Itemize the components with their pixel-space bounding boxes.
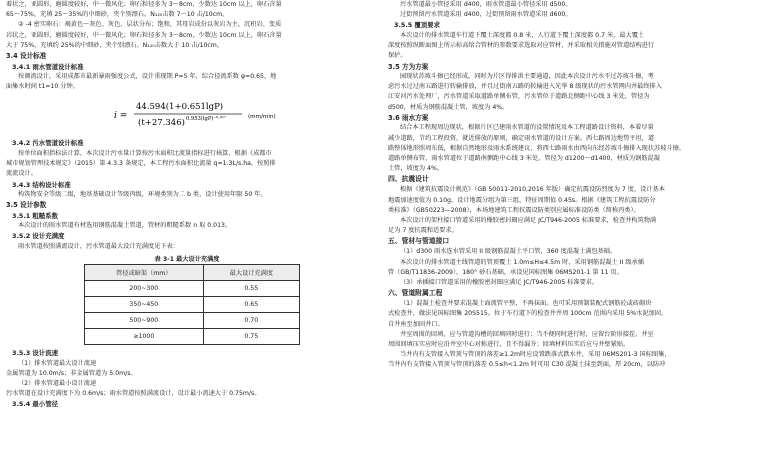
paragraph-line: 污水管道在设计充满度下为 0.6m/s；雨水管道按照满流设计，设计最小流速大于 0.75m/s。 [6, 390, 261, 398]
paragraph-line: 城市规划管理技术规定》（2015）第 4.3.3 条规定，本工程污水面积比流量 q=1.3L/s.ha，按照排 [6, 160, 276, 168]
table-cell: 0.55 [203, 281, 299, 297]
heading-3-5-2: 3.5.2 设计充满度 [12, 232, 65, 241]
heading-3-4: 3.4 设计标准 [6, 52, 47, 61]
table-row [85, 313, 300, 329]
paragraph-line: 井室周围的回填，应与管道沟槽的回填同时进行；当不便同时进行时，应留台阶形接茬，井室 [400, 330, 654, 338]
heading-3-4-1: 3.4.1 雨水管道设计标准 [12, 62, 84, 71]
paragraph-line: 过街预留污水管道采用 d400，过街预留雨水管道采用 d600。 [400, 11, 572, 19]
paragraph-line: 道路单侧布管，雨水管道位于道路南侧距中心线 3 米处，管径为 d1200～d1400，材质为钢筋混凝 [388, 154, 660, 162]
paragraph-line: 金属管道为 10.0m/s；非金属管道为 5.0m/s。 [6, 369, 137, 377]
paragraph-line: 本次设计的排水管道车行道下覆土深度都 0.8 米，人行道下覆土深度都 0.7 米，最大覆土 [400, 31, 645, 39]
intro-line: 岩状之，亚圆形，磨圆度较好，中一微风化；卵石粒径多为 3～8cm，少数达 10cm 以上，卵石含量 [6, 31, 282, 39]
paragraph-line: 当井内有支管接入管顶与管顶的落差 0.5≤h<1.2m 时可用 C30 混凝土抹至到面，厚 20cm，以防冲 [388, 361, 666, 369]
fullness-table [84, 264, 300, 345]
paragraph-line: 按单位面积指标法计算，本次设计污水量计算按污水面积比流量指标进行核算，根据《成都市 [18, 149, 272, 157]
table-cell: 0.75 [203, 329, 299, 345]
table-header-cell: 最大设计充满度 [203, 265, 299, 281]
paragraph-line: （1）d300 雨水连水管采用 II 级钢筋混凝土平口管，360 度混凝土满包基础。 [400, 248, 617, 256]
paragraph-line: 本次设计的架柱接口管道采用的橡胶密封圈应满足 JC/T946-2005 标准要求，检查井构筑物满 [400, 216, 657, 224]
table-caption: 表 3-1 最大设计充满度 [154, 256, 220, 264]
paragraph-line: 周围回填压实应时应沿井室中心对称进行，且不得漏夯；回填材料压实后应与井壁紧贴。 [388, 340, 630, 348]
paragraph-line: 流流设计。 [6, 170, 37, 178]
paragraph-line: （1）排水管道最大设计流速 [18, 359, 97, 367]
intro-line: 大于 75%，充填约 25%的中细砂，夹个别漂石。N₁₂₀击数大于 10 击/10cm。 [6, 41, 224, 49]
heading-3-5-plan: 3.5 方为方案 [388, 62, 429, 71]
paragraph-line: d500，材质为钢筋混凝土管，坡度为 4%。 [388, 103, 509, 111]
paragraph-line: 本次设计的雨水管道有材选用钢筋混凝土管道，管材的粗糙系数 n 取 0.013。 [18, 222, 232, 230]
paragraph-line: 当井内有支管接入管顶与管顶的落差≥1.2m时应设置跌落式跌水井，采用 06MS201-3 国标图集， [400, 351, 671, 359]
heading-5: 五、管材与管道接口 [388, 237, 450, 246]
paragraph-line: （3）承插接口管道采用的橡胶密封圈应满足 JC/T946-2005 标准要求。 [400, 278, 599, 286]
table-cell: 0.65 [203, 297, 299, 313]
paragraph-line: 类标准》（GB50223—2008），本场地建筑工程抗震设防类别应属标准设防类（简称丙类）。 [388, 206, 640, 214]
paragraph-line: 面集水时间 t1=10 分钟。 [6, 83, 79, 91]
table-cell: 350~450 [85, 297, 204, 313]
intro-line: 65～75%，充填 25～35%的中细砂，夹个别漂石。N₁₂₀击数 7～10 击/10cm。 [6, 11, 229, 19]
right-column [388, 0, 756, 371]
rainfall-intensity-formula [6, 94, 368, 136]
table-row [85, 297, 300, 313]
heading-6: 六、管道附属工程 [388, 289, 443, 298]
heading-3-5-5: 3.5.5 覆顶要求 [394, 21, 440, 30]
paragraph-line: 江安河污水处理厂，污水管道采取道路单侧布管，污水管位于道路北侧距中心线 3 米处，管径为 [388, 93, 650, 101]
paragraph-line: 自井座至加固井口。 [388, 320, 444, 328]
table-row [85, 329, 300, 345]
paragraph-line: （2）排水管道最小设计流速 [18, 380, 97, 388]
table-cell: 200~300 [85, 281, 204, 297]
table-header-cell: 管径或暗渠（mm） [85, 265, 204, 281]
intro-line: ② -4 密实卵石：褐黄色～灰色、灰色、层状分布；饱和，其母岩成份以灰岩为主，沉积岩、变质 [18, 21, 282, 29]
table-cell: 0.70 [203, 313, 299, 329]
paragraph-line: 路整体地形照周东低，根据自然地形及雨水系统建议，将西七路雨水由西向东经苏坡斗擦排入现状苏坡斗擦。 [388, 144, 685, 152]
intro-line: 着状之，亚圆形，磨圆度较好，中一微风化；卵石粒径多为 3～8cm，少数达 10cm 以上，卵石含量 [6, 1, 282, 8]
paragraph-line: 本次设计的排水管道主线管道的管顶覆土 1.0m≤H≤4.5m 时，采用钢筋混凝土 II 级承插 [400, 258, 644, 266]
heading-3-6: 3.6 雨水方案 [388, 113, 429, 122]
paragraph-line: 地震加速度值为 0.10g，设计地震分组为第三组，特征周期值 0.45s。根据《建筑工程抗震设防分 [388, 196, 656, 204]
left-column [6, 0, 368, 410]
formula-denominator: (t+27.346) [138, 118, 185, 129]
paragraph-line: （1）混凝土检查井要求混凝土面流管平整，不再抹面。也可采用预制装配式钢筋砼或砖砌块 [400, 300, 652, 308]
paragraph-line: 土管，坡度为 4%。 [388, 165, 444, 173]
paragraph-line: 按调流设计，采用成都市最新暴雨强度公式，设计重现期 P=5 年，综合径流系数 φ=0.65，地 [18, 73, 277, 81]
paragraph-line: 深度按照纵断面图上所示标高给合管材的参数要求选取对应管材，并采取相关措施对管道结构进行 [388, 42, 655, 50]
heading-3-5: 3.5 设计参数 [6, 201, 47, 210]
paragraph-line: 园现状苏坡斗擦已经形成，同时为片区得排洪主要通道，因此本次设计污水不过苏坡斗擦，考 [400, 73, 654, 81]
heading-4: 四、抗震设计 [388, 175, 429, 184]
paragraph-line: 保护。 [388, 52, 407, 60]
paragraph-line: 构筑物安全等级二级，地基基础设计等级丙级，环境类别为二 b 类，设计使用年限 50 年。 [18, 191, 267, 199]
formula-unit: (mm/min) [248, 114, 276, 121]
formula-numerator: 44.594(1+0.651lgP) [136, 102, 224, 113]
paragraph-line: 污水管道最小管径采用 d400，雨水管道最小管径采用 d500。 [400, 1, 572, 8]
formula-lhs: i = [114, 111, 128, 122]
paragraph-line: 管（GB/T11836-2009），180° 砂石基础，承设见国标图集 06MS201-1 第 11 页。 [388, 268, 623, 276]
heading-3-5-1: 3.5.1 粗糙系数 [12, 211, 58, 220]
heading-3-5-3: 3.5.3 设计流速 [12, 349, 58, 358]
table-row [85, 281, 300, 297]
formula-exponent: 0.953(lgP)⁻⁰·⁰¹⁷ [186, 116, 227, 123]
paragraph-line: 根据《建筑抗震设计规范》（GB 50011-2010,2016 年版）确定抗震设防烈度为 7 度，设计基本 [400, 186, 665, 194]
heading-3-4-3: 3.4.3 结构设计标准 [12, 180, 71, 189]
paragraph-line: 结合本工程现周边现状，根据片区已建雨水管道的设置情况及本工程道路设计资料，本着尽量 [400, 124, 654, 132]
heading-3-4-2: 3.4.2 污水管道设计标准 [12, 139, 84, 148]
paragraph-line: 减少道路，节约工程投资，就近排放的原则，确定雨水管道的设计方案。西七路周边地势平坦，道 [388, 134, 655, 142]
table-header-row [85, 265, 300, 281]
table-cell: ≥1000 [85, 329, 204, 345]
paragraph-line: 雨水管道按照满流设计，污水管道最大设计充满度见下表： [18, 242, 179, 250]
paragraph-line: 式检查井，做法见国标图集 20S515。位于车行道下的检查井井周 100cm 范围内采用 5%水泥加固， [388, 310, 668, 318]
paragraph-line: 足为 7 度抗震和适要求。 [388, 227, 458, 235]
paragraph-line: 虑污水过过南五路进行转输排放，并且过街南五路的转输进入光华 8 级现状的污水管网内并最终排入 [388, 83, 662, 91]
formula-graphic [114, 94, 314, 136]
heading-3-5-4: 3.5.4 最小管径 [12, 400, 58, 409]
table-cell: 500~900 [85, 313, 204, 329]
